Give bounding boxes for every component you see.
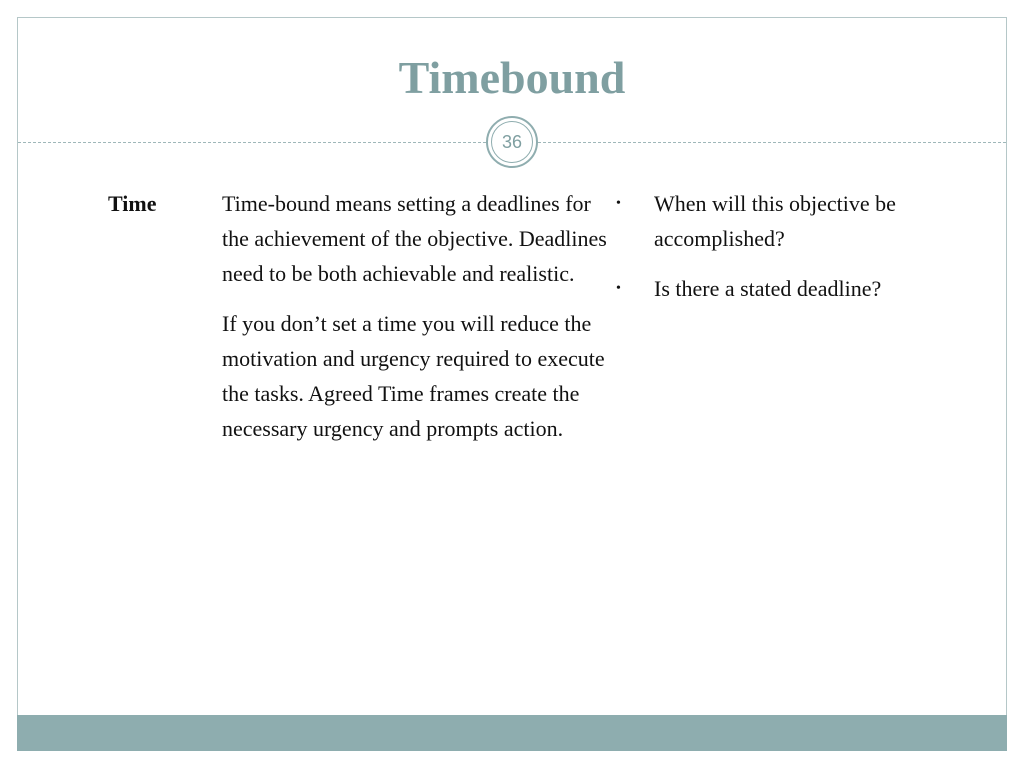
page-number-badge (486, 116, 538, 168)
footer-band (17, 715, 1007, 751)
row-label: Time (108, 191, 157, 216)
slide-title: Timebound (398, 52, 626, 103)
bullet-icon: • (616, 196, 621, 211)
definition-paragraph: If you don’t set a time you will reduce the motivation and urgency required to execute the tasks. Agreed Time frames create the necessary urgency and prompts action. (222, 311, 605, 441)
list-item (616, 186, 916, 256)
definition-text (222, 186, 608, 461)
title-divider-left (18, 142, 486, 143)
question-list (616, 186, 916, 321)
list-item (616, 271, 916, 306)
question-text: Is there a stated deadline? (654, 276, 882, 301)
page-number: 36 (491, 121, 533, 163)
bullet-icon: • (616, 281, 621, 296)
question-text: When will this objective be accomplished? (654, 191, 896, 251)
definition-paragraph: Time-bound means setting a deadlines for the achievement of the objective. Deadlines need to be both achievable and realistic. (222, 191, 607, 286)
title-divider-right (538, 142, 1006, 143)
